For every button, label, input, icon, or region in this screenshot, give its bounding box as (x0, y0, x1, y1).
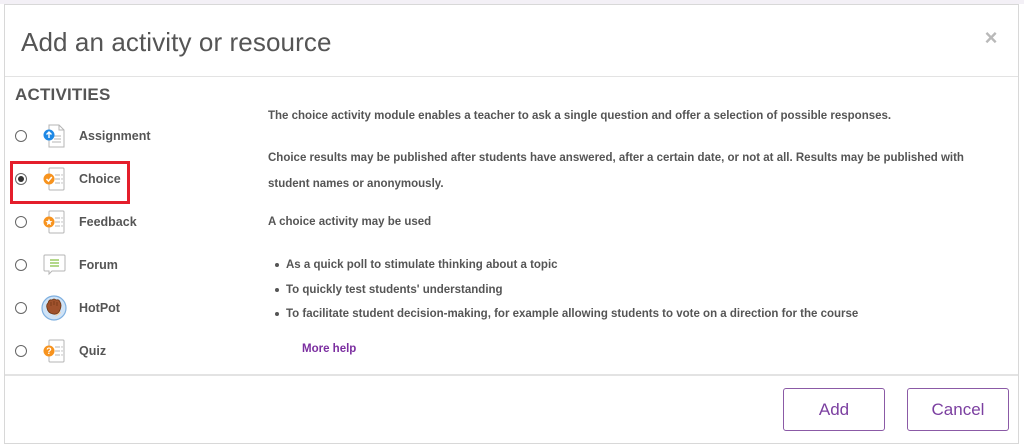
radio-hotpot[interactable] (15, 302, 27, 314)
cancel-button[interactable]: Cancel (907, 388, 1009, 431)
activity-item-hotpot[interactable] (5, 290, 255, 326)
close-icon[interactable]: × (984, 25, 998, 50)
radio-feedback[interactable] (15, 216, 27, 228)
feedback-icon (41, 209, 67, 235)
usage-list (268, 253, 858, 327)
add-button[interactable]: Add (783, 388, 885, 431)
activity-item-feedback[interactable] (5, 204, 255, 240)
usage-list-item: As a quick poll to stimulate thinking about a topic (268, 253, 858, 278)
radio-assignment[interactable] (15, 130, 27, 142)
hotpot-icon (41, 295, 67, 321)
modal-header (5, 5, 1018, 77)
radio-quiz[interactable] (15, 345, 27, 357)
description-paragraph: The choice activity module enables a teacher to ask a single question and offer a selection of possible responses. (268, 110, 892, 122)
assignment-icon (41, 123, 67, 149)
activity-label: Quiz (79, 344, 107, 358)
activity-label: Feedback (79, 215, 137, 229)
choice-icon (41, 166, 67, 192)
radio-choice[interactable] (15, 173, 27, 185)
modal-title: Add an activity or resource (21, 27, 332, 57)
activity-item-choice[interactable] (5, 161, 255, 197)
activity-item-quiz[interactable] (5, 333, 255, 369)
more-help-link[interactable]: More help (302, 343, 357, 355)
modal-body (5, 77, 1018, 375)
activity-label: Forum (79, 258, 118, 272)
usage-list-item: To facilitate student decision-making, for example allowing students to vote on a direction for the course (268, 302, 858, 327)
usage-list-item: To quickly test students' understanding (268, 278, 858, 303)
activity-label: HotPot (79, 301, 120, 315)
forum-icon (41, 252, 67, 278)
modal-footer (5, 374, 1018, 443)
description-paragraph: Choice results may be published after students have answered, after a certain date, or not at all. Results may be published with student names or anonymously. (268, 152, 964, 190)
activity-item-assignment[interactable] (5, 118, 255, 154)
svg-text:?: ? (46, 346, 52, 357)
activity-item-forum[interactable] (5, 247, 255, 283)
radio-forum[interactable] (15, 259, 27, 271)
quiz-icon (41, 338, 67, 364)
description-paragraph: A choice activity may be used (268, 216, 432, 228)
add-activity-modal (4, 4, 1019, 444)
activity-label: Assignment (79, 129, 151, 143)
activity-label: Choice (79, 172, 121, 186)
section-heading-activities: ACTIVITIES (15, 85, 111, 104)
